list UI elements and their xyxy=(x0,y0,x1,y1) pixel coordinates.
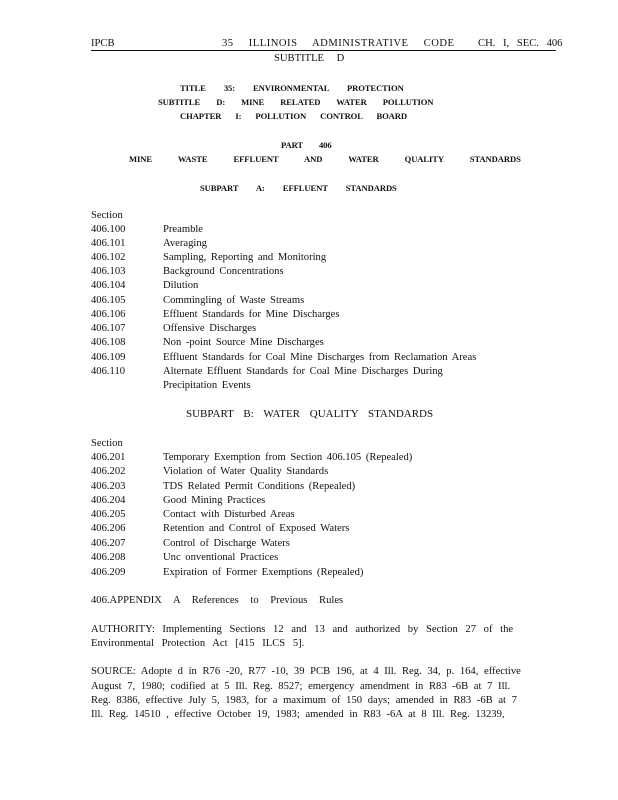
section-title: Effluent Standards for Mine Discharges xyxy=(163,309,340,320)
toc-item[interactable] xyxy=(0,279,618,293)
section-title: Alternate Effluent Standards for Coal Mine Discharges During xyxy=(163,366,443,377)
source-line: Reg. 8386, effective July 5, 1983, for a maximum of 150 days; amended in R83 -6B at 7 xyxy=(91,695,517,706)
section-title: Commingling of Waste Streams xyxy=(163,295,305,306)
toc-item[interactable] xyxy=(0,551,618,565)
toc-item[interactable] xyxy=(0,451,618,465)
section-title-continued: Precipitation Events xyxy=(163,380,251,391)
section-title: Contact with Disturbed Areas xyxy=(163,509,295,520)
section-title: Offensive Discharges xyxy=(163,323,257,334)
section-title: Temporary Exemption from Section 406.105 (Repealed) xyxy=(163,452,413,463)
section-title: Unc onventional Practices xyxy=(163,552,279,563)
title-line: TITLE 35: ENVIRONMENTAL PROTECTION xyxy=(180,83,404,93)
authority-line: AUTHORITY: Implementing Sections 12 and 13 and authorized by Section 27 of the xyxy=(91,624,514,635)
section-number: 406.106 xyxy=(91,309,126,320)
toc-item[interactable] xyxy=(0,294,618,308)
section-number: 406.105 xyxy=(91,295,126,306)
subtitle-line: SUBTITLE D: MINE RELATED WATER POLLUTION xyxy=(158,97,434,107)
section-title: Expiration of Former Exemptions (Repealed) xyxy=(163,567,364,578)
toc-b-section-label: Section xyxy=(91,438,123,449)
section-number: 406.101 xyxy=(91,238,126,249)
section-title: Background Concentrations xyxy=(163,266,284,277)
source-line: August 7, 1980; codified at 5 Ill. Reg. 8527; emergency amendment in R83 -6B at 7 Ill. xyxy=(91,681,511,692)
toc-item[interactable] xyxy=(0,251,618,265)
toc-item[interactable] xyxy=(0,522,618,536)
section-title: Retention and Control of Exposed Waters xyxy=(163,523,350,534)
toc-item[interactable] xyxy=(0,508,618,522)
header-code: 35 ILLINOIS ADMINISTRATIVE CODE xyxy=(222,38,455,49)
toc-item[interactable] xyxy=(0,265,618,279)
toc-item[interactable] xyxy=(0,465,618,479)
appendix-entry[interactable]: 406.APPENDIX A References to Previous Rules xyxy=(91,595,344,606)
toc-item[interactable] xyxy=(0,480,618,494)
section-title: Effluent Standards for Coal Mine Discharges from Reclamation Areas xyxy=(163,352,477,363)
section-number: 406.100 xyxy=(91,224,126,235)
section-number: 406.103 xyxy=(91,266,126,277)
section-number: 406.107 xyxy=(91,323,126,334)
section-title: Control of Discharge Waters xyxy=(163,538,290,549)
section-number: 406.108 xyxy=(91,337,126,348)
section-title: TDS Related Permit Conditions (Repealed) xyxy=(163,481,356,492)
section-number: 406.202 xyxy=(91,466,126,477)
toc-item[interactable] xyxy=(0,322,618,336)
section-number: 406.205 xyxy=(91,509,126,520)
toc-item[interactable] xyxy=(0,365,618,379)
section-number: 406.207 xyxy=(91,538,126,549)
toc-a-section-label: Section xyxy=(91,210,123,221)
subpart-a-heading: SUBPART A: EFFLUENT STANDARDS xyxy=(200,183,397,193)
section-number: 406.209 xyxy=(91,567,126,578)
section-title: Sampling, Reporting and Monitoring xyxy=(163,252,327,263)
authority-line: Environmental Protection Act [415 ILCS 5]. xyxy=(91,638,305,649)
section-number: 406.203 xyxy=(91,481,126,492)
section-title: Violation of Water Quality Standards xyxy=(163,466,329,477)
subpart-b-heading: SUBPART B: WATER QUALITY STANDARDS xyxy=(186,408,434,420)
toc-item[interactable] xyxy=(0,494,618,508)
header-section: CH. I, SEC. 406 xyxy=(478,38,563,49)
section-number: 406.102 xyxy=(91,252,126,263)
section-title: Averaging xyxy=(163,238,207,249)
toc-item[interactable] xyxy=(0,351,618,365)
toc-item[interactable] xyxy=(0,223,618,237)
source-line: SOURCE: Adopte d in R76 -20, R77 -10, 39 PCB 196, at 4 Ill. Reg. 34, p. 164, effective xyxy=(91,666,521,677)
header-agency: IPCB xyxy=(91,38,115,49)
section-title: Dilution xyxy=(163,280,199,291)
chapter-line: CHAPTER I: POLLUTION CONTROL BOARD xyxy=(180,111,407,121)
section-number: 406.208 xyxy=(91,552,126,563)
toc-item[interactable] xyxy=(0,237,618,251)
section-number: 406.206 xyxy=(91,523,126,534)
part-name: MINE WASTE EFFLUENT AND WATER QUALITY STANDARDS xyxy=(129,154,521,164)
toc-item[interactable] xyxy=(0,336,618,350)
toc-item[interactable] xyxy=(0,566,618,580)
section-title: Preamble xyxy=(163,224,204,235)
source-line: Ill. Reg. 14510 , effective October 19, 1983; amended in R83 -6A at 8 Ill. Reg. 13239, xyxy=(91,709,505,720)
section-number: 406.110 xyxy=(91,366,126,377)
section-number: 406.204 xyxy=(91,495,126,506)
section-number: 406.109 xyxy=(91,352,126,363)
header-rule xyxy=(91,50,556,51)
toc-item[interactable] xyxy=(0,537,618,551)
part-line: PART 406 xyxy=(281,140,332,150)
section-title: Non -point Source Mine Discharges xyxy=(163,337,324,348)
header-subtitle: SUBTITLE D xyxy=(274,53,345,64)
section-number: 406.104 xyxy=(91,280,126,291)
section-number: 406.201 xyxy=(91,452,126,463)
toc-item[interactable] xyxy=(0,308,618,322)
section-title: Good Mining Practices xyxy=(163,495,266,506)
